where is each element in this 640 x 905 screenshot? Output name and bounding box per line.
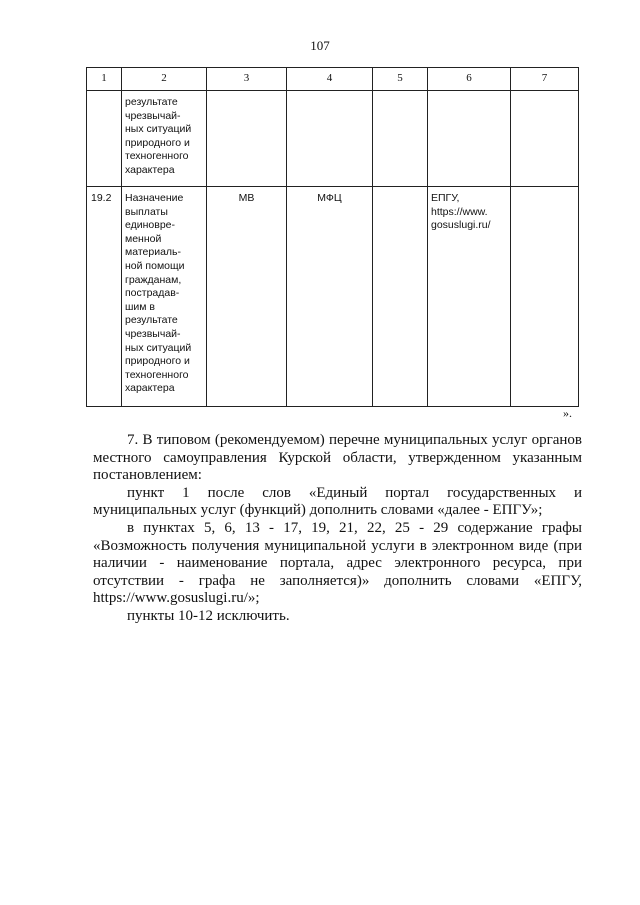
paragraph: пункт 1 после слов «Единый портал государственных и муниципальных услуг (функций) дополнить словами «далее - ЕПГУ»; [93, 484, 582, 519]
table-cell [511, 187, 579, 407]
table-header-cell: 3 [207, 68, 287, 91]
table-cell: МФЦ [287, 187, 373, 407]
table-header-cell: 1 [87, 68, 122, 91]
services-table [86, 67, 579, 407]
document-body [93, 432, 582, 626]
table-header-cell: 6 [428, 68, 511, 91]
closing-quote: ». [563, 406, 572, 420]
service-name-cell: результате чрезвычай- ных ситуаций природного и техногенного характера [122, 91, 207, 187]
table-row [87, 91, 579, 187]
row-number-cell: 19.2 [87, 187, 122, 407]
table-cell [207, 91, 287, 187]
page-number: 107 [310, 38, 330, 53]
paragraph: пункты 10-12 исключить. [127, 607, 290, 624]
table-cell [373, 91, 428, 187]
table-header-cell: 2 [122, 68, 207, 91]
table-cell [511, 91, 579, 187]
paragraph: в пунктах 5, 6, 13 - 17, 19, 21, 22, 25 - 29 содержание графы «Возможность получения муниципальной услуги в электронном виде (при наличии - наименование портала, адрес электронного ресурса, при отсутствии - графа не заполняется)» дополнить словами «ЕПГУ, https://www.gosuslugi.ru/»; [93, 519, 582, 607]
table-cell [428, 91, 511, 187]
paragraph: 7. В типовом (рекомендуемом) перечне муниципальных услуг органов местного самоуправления Курской области, утвержденном указанным постановлением: [93, 432, 582, 484]
table-cell: МВ [207, 187, 287, 407]
table-row [87, 187, 579, 407]
service-name-cell: Назначение выплаты единовре- менной материаль- ной помощи гражданам, пострадав- шим в результате чрезвычай- ных ситуаций природного и техногенного характера [122, 187, 207, 407]
portal-address-cell: ЕПГУ, https://www. gosuslugi.ru/ [428, 187, 511, 407]
table-cell [287, 91, 373, 187]
row-number-cell [87, 91, 122, 187]
table-header-cell: 4 [287, 68, 373, 91]
table-header-row [87, 68, 579, 91]
table-header-cell: 5 [373, 68, 428, 91]
table-header-cell: 7 [511, 68, 579, 91]
table-cell [373, 187, 428, 407]
